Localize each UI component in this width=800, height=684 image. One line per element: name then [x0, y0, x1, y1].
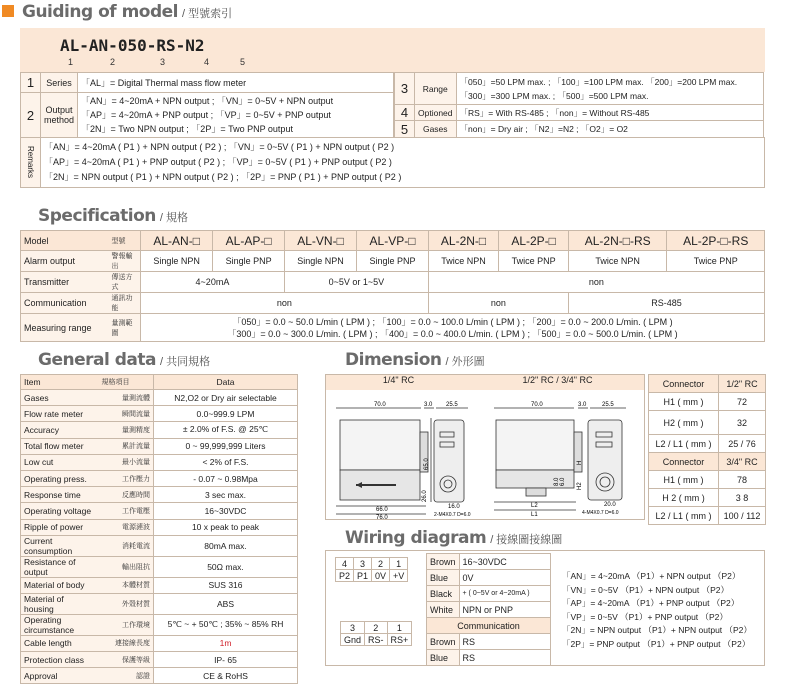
remarks-table: Remarks 「AN」= 4~20mA ( P1 ) + NPN output ( P2 ) ; 「VN」= 0~5V ( P1 ) + NPN output ( P2 ) 「AP」= 4~20mA ( P1 ) + PNP output ( P2 ) ; 「VP」= 0~5V ( P1 ) + PNP output ( P2 ) 「2N」= NPN output ( P1 ) + NPN output ( P2 ) ; 「2P」= PNP ( P1 ) + PNP output ( P2 )	[20, 137, 765, 188]
general-row: Flow rate meter 瞬間流量 0.0~999.9 LPM	[21, 406, 298, 422]
wiring-notes: 「AN」= 4~20mA （P1）+ NPN output （P2） 「VN」= 0~5V （P1）+ NPN output （P2） 「AP」= 4~20mA （P1）+ PNP output （P2） 「VP」= 0~5V （P1）+ PNP output （P2） 「2N」= NPN output （P1）+ NPN output （P2） 「2P」= PNP output （P1）+ PNP output （P2）	[562, 571, 752, 649]
svg-text:2-M4X0.7 D=6.0: 2-M4X0.7 D=6.0	[434, 512, 471, 518]
remarks-label: Remarks	[26, 146, 35, 179]
guiding-table-right: 3 Range 「050」=50 LPM max. ; 「100」=100 LPM max. 「200」=200 LPM max. 「300」=300 LPM max. ; 「500」=500 LPM max. 4 Optioned 「RS」= With RS-485 ; 「non」= Without RS-485 5 Gases 「non」= Dry air ; 「N2」=N2 ; 「O2」= O2	[394, 72, 764, 138]
dimension-head-2: 1/2" RC / 3/4" RC	[522, 375, 593, 385]
svg-text:L2: L2	[531, 503, 538, 509]
connector-row: Connector 1/2" RC	[649, 375, 766, 393]
svg-text:70.0: 70.0	[374, 402, 386, 408]
connector-row: L2 / L1 ( mm ) 25 / 76	[649, 435, 766, 453]
general-table: Item 規格項目 Data	[20, 374, 298, 390]
spec-model-label: Model	[21, 231, 109, 251]
general-row: Total flow meter 累計流量 0 ~ 99,999,999 Liters	[21, 438, 298, 454]
connector-row: H1 ( mm ) 72	[649, 393, 766, 411]
svg-text:H: H	[577, 460, 583, 465]
general-row: Approval 認證 CE & RoHS	[21, 668, 298, 684]
svg-text:20.0: 20.0	[604, 502, 616, 508]
svg-text:H2: H2	[577, 482, 583, 490]
spec-table: Model 型號 AL-AN-□ AL-AP-□ AL-VN-□ AL-VP-□ AL-2N-□ AL-2P-□ AL-2N-□-RS AL-2P-□-RS Alarm output 警報輸出 Single NPN Single PNP Single NPN Single PNP Twice NPN Twice PNP Twice NPN Twice PNP Transmitter 傳送方式 4~20mA 0~5V or 1~5V non Communication 通訊功能 non non RS-485 Measuring range 量測範圍 「050」= 0.0 ~ 50.0 L/min ( LPM ) ; 「100」= 0.0 ~ 100.0 L/min ( LPM ) ; 「200」= 0.0 ~ 200.0 L/min. ( LPM ) 「300」= 0.0 ~ 300.0 L/min. ( LPM ) ; 「400」= 0.0 ~ 400.0 L/min. ( LPM ) ; 「500」= 0.0 ~ 500.0 L/min. ( LPM )	[20, 230, 765, 342]
svg-text:16.0: 16.0	[448, 504, 460, 510]
general-row: Operating voltage 工作電壓 16~30VDC	[21, 503, 298, 519]
svg-text:3.0: 3.0	[578, 402, 587, 408]
general-row: Gases 量測流體 N2,O2 or Dry air selectable	[21, 390, 298, 406]
connector-row: H 2 ( mm ) 3 8	[649, 489, 766, 507]
connector-row: L2 / L1 ( mm ) 100 / 112	[649, 507, 766, 525]
general-row: Response time 反應時間 3 sec max.	[21, 487, 298, 503]
connector-row: H2 ( mm ) 32	[649, 411, 766, 435]
general-row: Operating circumstance 工作環境 5℃ ~ + 50℃ ; 35% ~ 85% RH	[21, 614, 298, 635]
dimension-head-1: 1/4" RC	[382, 375, 415, 385]
connector-pins-bottom: 3 2 1 Gnd RS- RS+	[340, 621, 412, 646]
guiding-title-zh: / 型號索引	[181, 8, 233, 20]
svg-text:76.0: 76.0	[376, 515, 388, 520]
connector-table	[648, 374, 766, 525]
wire-colors-table: Brown 16~30VDC Blue 0V Black + ( 0~5V or 4~20mA ) White NPN or PNP Communication Brown RS Blue RS	[426, 553, 551, 666]
svg-text:3.0: 3.0	[424, 402, 433, 408]
model-code: AL-AN-050-RS-N2	[60, 36, 205, 55]
dimension-title: Dimension / 外形圖	[345, 350, 485, 370]
svg-text:66.0: 66.0	[376, 507, 388, 513]
connector-pins-top: 4 3 2 1 P2 P1 0V +V	[335, 557, 408, 582]
spec-title: Specification / 規格	[38, 206, 188, 226]
svg-text:25.5: 25.5	[602, 402, 614, 408]
dimension-drawing	[326, 390, 644, 520]
guiding-title-en: Guiding of model	[22, 2, 178, 22]
general-row: Low cut 最小流量 < 2% of F.S.	[21, 454, 298, 470]
svg-text:25.5: 25.5	[446, 402, 458, 408]
general-row: Current consumption 消耗電流 80mA max.	[21, 535, 298, 556]
svg-text:6.0: 6.0	[560, 477, 566, 486]
general-row: Operating press. 工作壓力 - 0.07 ~ 0.98Mpa	[21, 470, 298, 486]
guiding-title	[2, 2, 232, 22]
section-marker-icon	[2, 5, 14, 17]
general-row: Protection class 保護等級 IP- 65	[21, 652, 298, 668]
general-row: Material of housing 外殼材質 ABS	[21, 593, 298, 614]
svg-text:L1: L1	[531, 512, 538, 518]
connector-row: H1 ( mm ) 78	[649, 471, 766, 489]
connector-row: Connector 3/4" RC	[649, 453, 766, 471]
general-rows	[20, 389, 298, 684]
general-row: Resistance of output 輸出阻抗 50Ω max.	[21, 556, 298, 577]
svg-text:70.0: 70.0	[531, 402, 543, 408]
general-row: Ripple of power 電源漣波 10 x peak to peak	[21, 519, 298, 535]
dimension-drawing-frame	[325, 374, 645, 520]
svg-text:26.0: 26.0	[422, 490, 428, 502]
guiding-table-left: 1 Series 「AL」= Digital Thermal mass flow meter 2 Output method 「AN」= 4~20mA + NPN output ; 「VN」= 0~5V + NPN output 「AP」= 4~20mA + PNP output ; 「VP」= 0~5V + PNP output 「2N」= Two NPN output ; 「2P」= Two PNP output	[20, 72, 394, 138]
svg-text:4-M4X0.7 D=6.0: 4-M4X0.7 D=6.0	[582, 510, 619, 516]
general-row: Material of body 本體材質 SUS 316	[21, 577, 298, 593]
general-row: Accuracy 量測精度 ± 2.0% of F.S. @ 25℃	[21, 422, 298, 438]
general-row: Cable length 連接線長度 1m	[21, 635, 298, 651]
wiring-title: Wiring diagram / 接線圖接線圖	[345, 528, 563, 548]
svg-text:8.0: 8.0	[554, 477, 560, 486]
general-title: General data / 共同規格	[38, 350, 211, 370]
svg-text:65.0: 65.0	[424, 458, 430, 470]
